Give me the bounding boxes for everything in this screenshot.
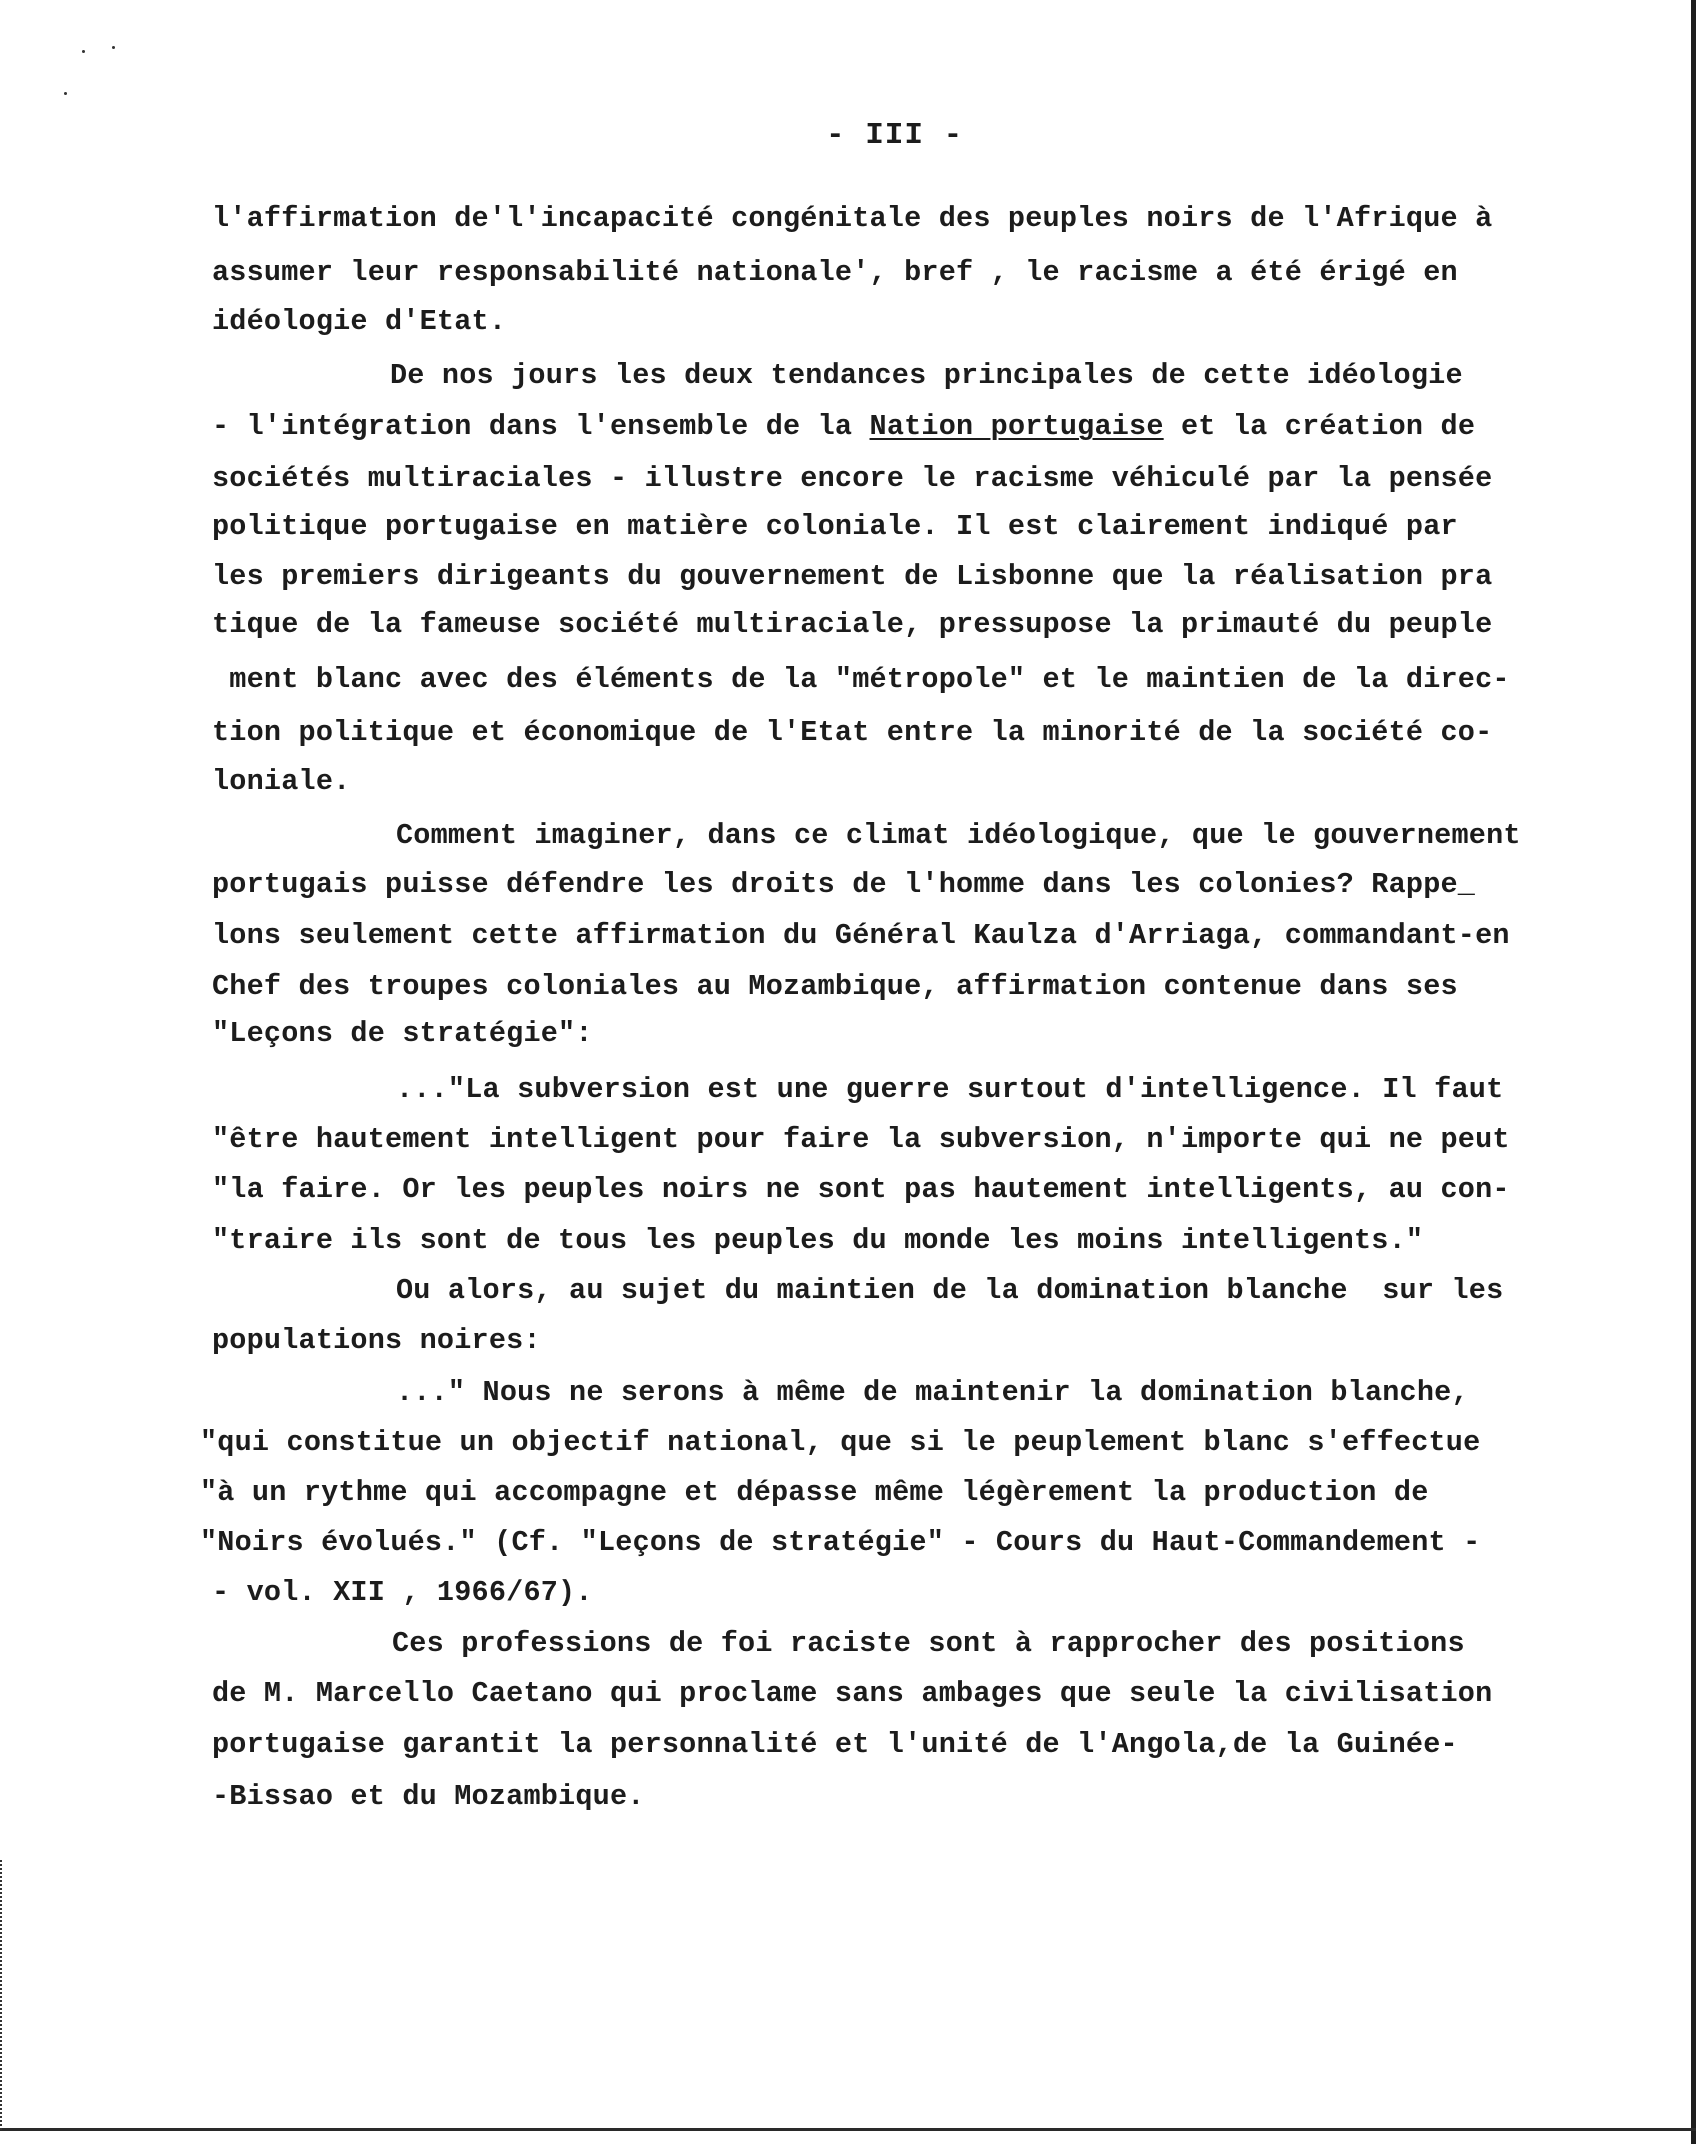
text-line: "être hautement intelligent pour faire la subversion, n'importe qui ne peut: [212, 1123, 1510, 1156]
text-run: - l'intégration dans l'ensemble de la: [212, 410, 870, 443]
text-line: politique portugaise en matière coloniale. Il est clairement indiqué par: [212, 510, 1458, 543]
text-line: "Leçons de stratégie":: [212, 1017, 593, 1050]
text-line: Chef des troupes coloniales au Mozambique, affirmation contenue dans ses: [212, 970, 1458, 1003]
text-line: sociétés multiraciales - illustre encore le racisme véhiculé par la pensée: [212, 462, 1493, 495]
text-line: "traire ils sont de tous les peuples du monde les moins intelligents.": [212, 1224, 1424, 1257]
scan-speck: [112, 46, 115, 49]
text-line: populations noires:: [212, 1324, 541, 1357]
text-line: "la faire. Or les peuples noirs ne sont pas hautement intelligents, au con-: [212, 1173, 1510, 1206]
scan-edge-bottom: [0, 2128, 1696, 2131]
text-line: "Noirs évolués." (Cf. "Leçons de stratégie" - Cours du Haut-Commandement -: [200, 1526, 1481, 1559]
scan-speck: [64, 92, 67, 95]
text-line: tion politique et économique de l'Etat entre la minorité de la société co-: [212, 716, 1493, 749]
text-line: portugaise garantit la personnalité et l'unité de l'Angola,de la Guinée-: [212, 1728, 1458, 1761]
underlined-phrase: Nation portugaise: [869, 410, 1164, 443]
scan-edge-left-marks: [0, 1860, 6, 2130]
text-line: ..." Nous ne serons à même de maintenir la domination blanche,: [396, 1376, 1469, 1409]
text-line: de M. Marcello Caetano qui proclame sans ambages que seule la civilisation: [212, 1677, 1493, 1710]
text-line: Ces professions de foi raciste sont à rapprocher des positions: [392, 1627, 1465, 1660]
text-line: -Bissao et du Mozambique.: [212, 1780, 645, 1813]
text-line: - vol. XII , 1966/67).: [212, 1576, 593, 1609]
scan-speck: [82, 50, 85, 53]
text-line: assumer leur responsabilité nationale', bref , le racisme a été érigé en: [212, 256, 1458, 289]
text-line: Ou alors, au sujet du maintien de la domination blanche sur les: [396, 1274, 1504, 1307]
text-line: Comment imaginer, dans ce climat idéologique, que le gouvernement: [396, 819, 1521, 852]
text-line: les premiers dirigeants du gouvernement de Lisbonne que la réalisation pra: [212, 560, 1493, 593]
text-line: portugais puisse défendre les droits de l'homme dans les colonies? Rappe_: [212, 868, 1476, 901]
text-line: lons seulement cette affirmation du Général Kaulza d'Arriaga, commandant-en: [212, 919, 1510, 952]
text-line: idéologie d'Etat.: [212, 305, 507, 338]
text-line: loniale.: [212, 765, 351, 798]
scan-edge-right: [1691, 0, 1696, 2144]
text-line: ment blanc avec des éléments de la "métropole" et le maintien de la direc-: [212, 663, 1510, 696]
text-line: "qui constitue un objectif national, que si le peuplement blanc s'effectue: [200, 1426, 1481, 1459]
text-line: De nos jours les deux tendances principales de cette idéologie: [390, 359, 1463, 392]
text-line: [212, 410, 1475, 443]
text-line: tique de la fameuse société multiraciale, pressupose la primauté du peuple: [212, 608, 1493, 641]
text-line: ..."La subversion est une guerre surtout d'intelligence. Il faut: [396, 1073, 1504, 1106]
page-number: - III -: [826, 118, 964, 153]
text-line: l'affirmation de'l'incapacité congénitale des peuples noirs de l'Afrique à: [212, 202, 1493, 235]
text-run: et la création de: [1163, 410, 1476, 443]
text-line: "à un rythme qui accompagne et dépasse même légèrement la production de: [200, 1476, 1429, 1509]
